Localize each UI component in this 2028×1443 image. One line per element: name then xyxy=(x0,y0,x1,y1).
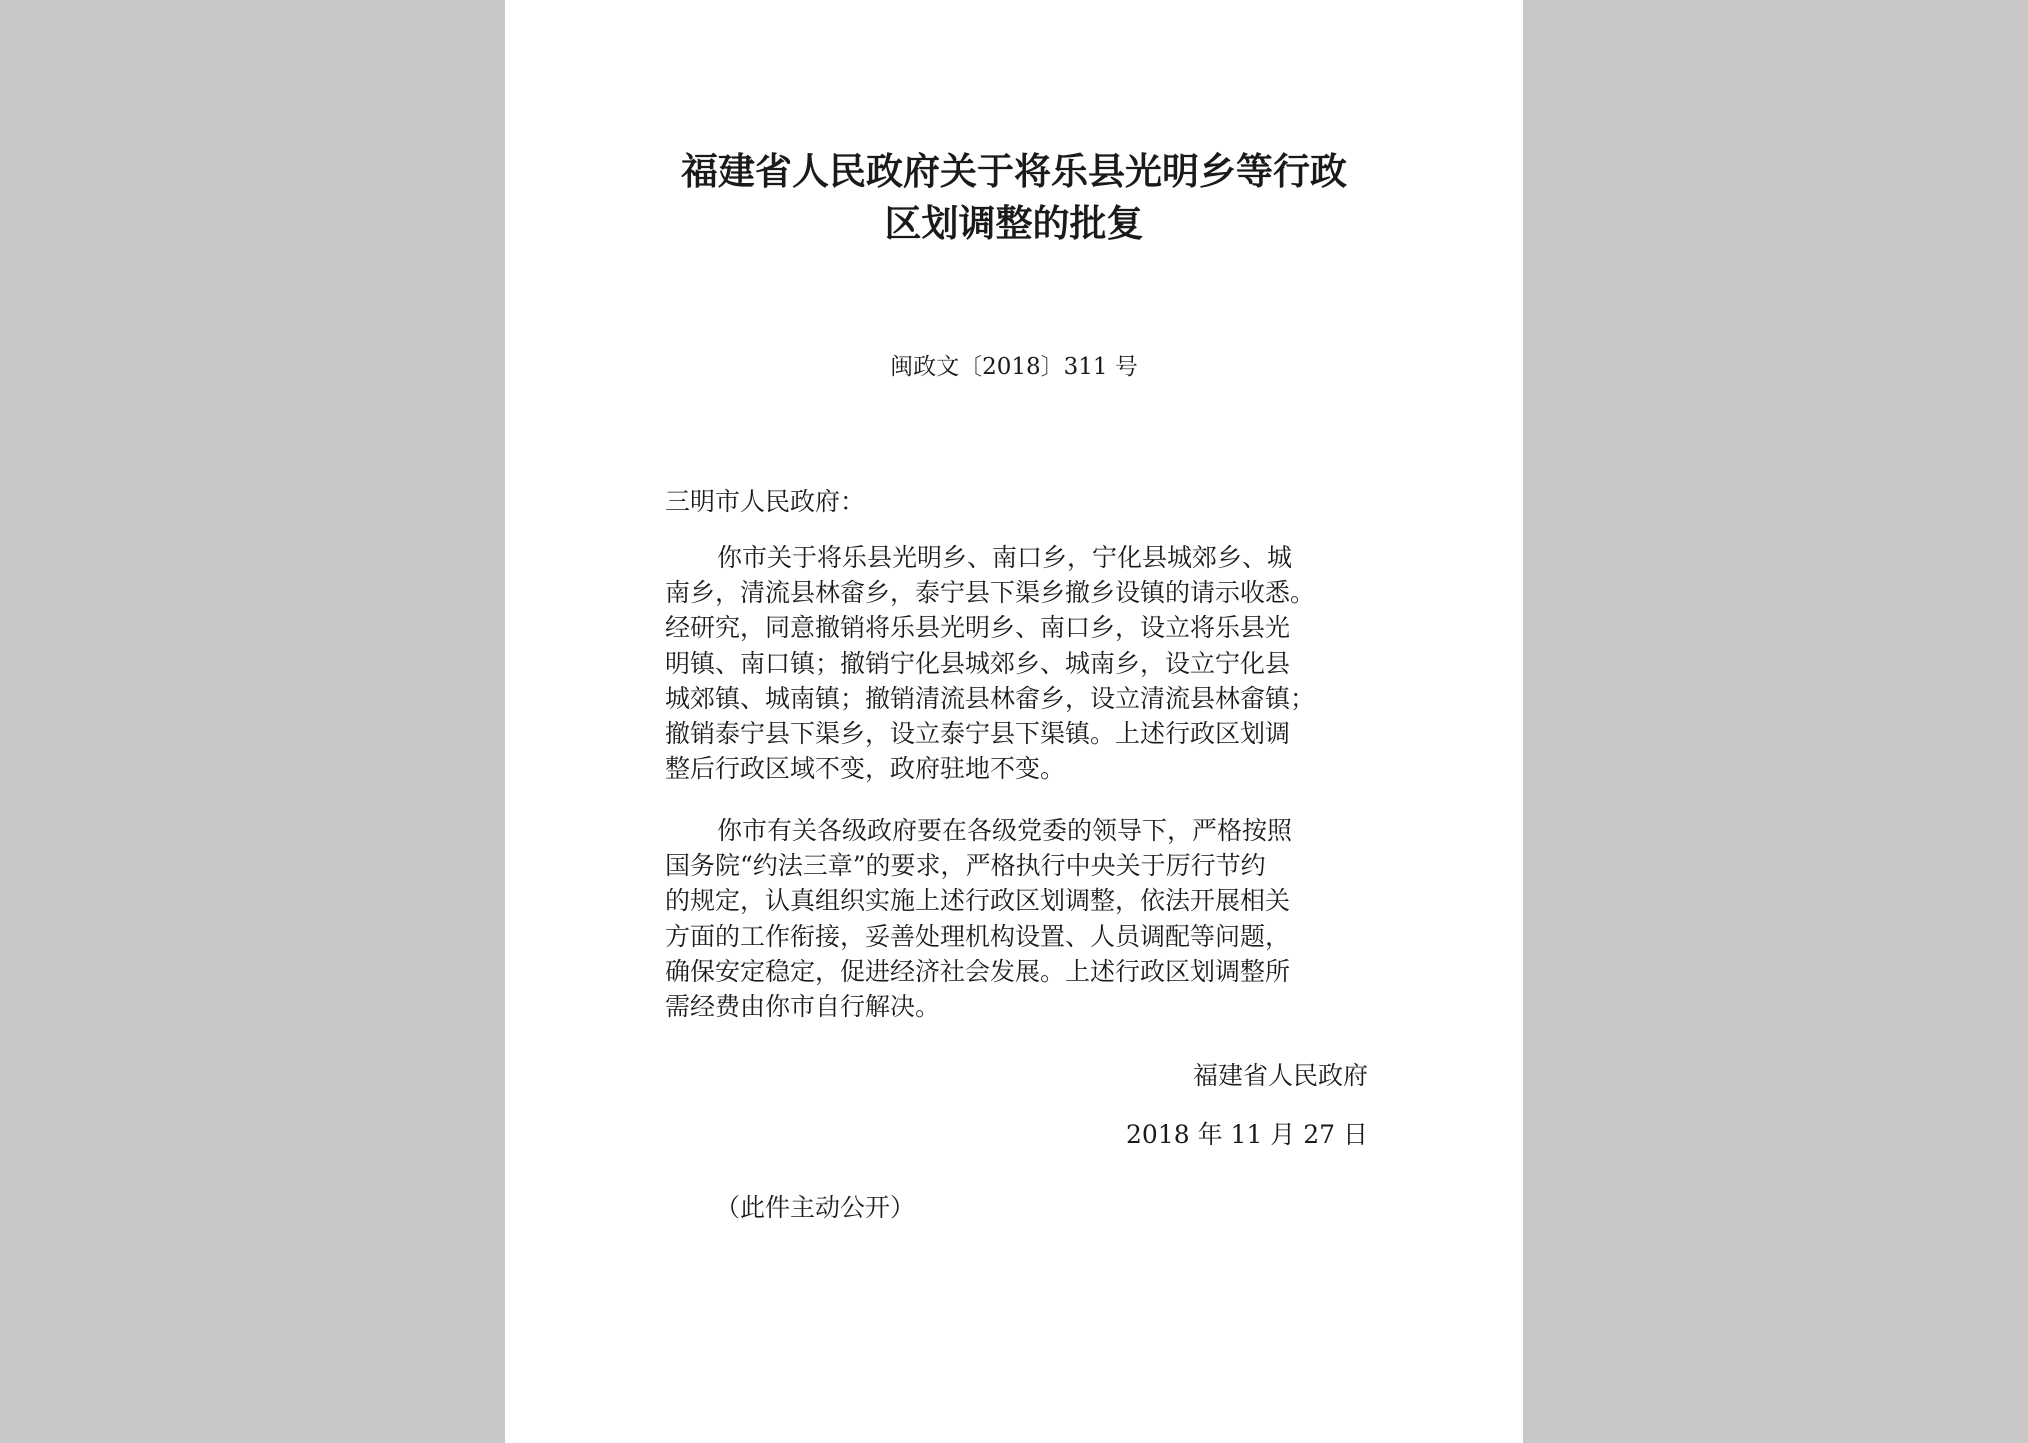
paragraph-2-line: 的规定，认真组织实施上述行政区划调整，依法开展相关 xyxy=(665,886,1291,916)
signature: 福建省人民政府 xyxy=(1192,1061,1368,1090)
document-page xyxy=(505,0,1523,1443)
paragraph-2 xyxy=(665,813,1365,1024)
document-title-line-2: 区划调整的批复 xyxy=(884,201,1144,245)
paragraph-1-line: 城郊镇、城南镇；撤销清流县林畲乡，设立清流县林畲镇； xyxy=(665,683,1316,713)
paragraph-1 xyxy=(665,540,1365,786)
paragraph-1-line: 你市关于将乐县光明乡、南口乡，宁化县城郊乡、城 xyxy=(717,543,1293,572)
salutation: 三明市人民政府： xyxy=(665,487,866,516)
document-number: 闽政文〔2018〕311 号 xyxy=(890,354,1138,380)
paragraph-1-line: 撤销泰宁县下渠乡，设立泰宁县下渠镇。上述行政区划调 xyxy=(665,718,1291,748)
document-title-line-1: 福建省人民政府关于将乐县光明乡等行政 xyxy=(681,149,1347,193)
paragraph-1-line: 明镇、南口镇；撤销宁化县城郊乡、城南乡，设立宁化县 xyxy=(665,648,1291,678)
paragraph-1-line: 南乡，清流县林畲乡，泰宁县下渠乡撤乡设镇的请示收悉。 xyxy=(665,578,1316,608)
paragraph-2-line: 需经费由你市自行解决。 xyxy=(665,991,941,1021)
paragraph-2-line: 方面的工作衔接，妥善处理机构设置、人员调配等问题， xyxy=(665,921,1291,951)
paragraph-2-line: 国务院“约法三章”的要求，严格执行中央关于厉行节约 xyxy=(665,851,1266,881)
disclosure-note: （此件主动公开） xyxy=(715,1193,916,1222)
document-date: 2018 年 11 月 27 日 xyxy=(1126,1120,1368,1149)
paragraph-2-line: 你市有关各级政府要在各级党委的领导下，严格按照 xyxy=(717,816,1293,845)
paragraph-2-line: 确保安定稳定，促进经济社会发展。上述行政区划调整所 xyxy=(665,956,1291,986)
paragraph-1-line: 经研究，同意撤销将乐县光明乡、南口乡，设立将乐县光 xyxy=(665,613,1291,643)
paragraph-1-line: 整后行政区域不变，政府驻地不变。 xyxy=(665,754,1066,784)
